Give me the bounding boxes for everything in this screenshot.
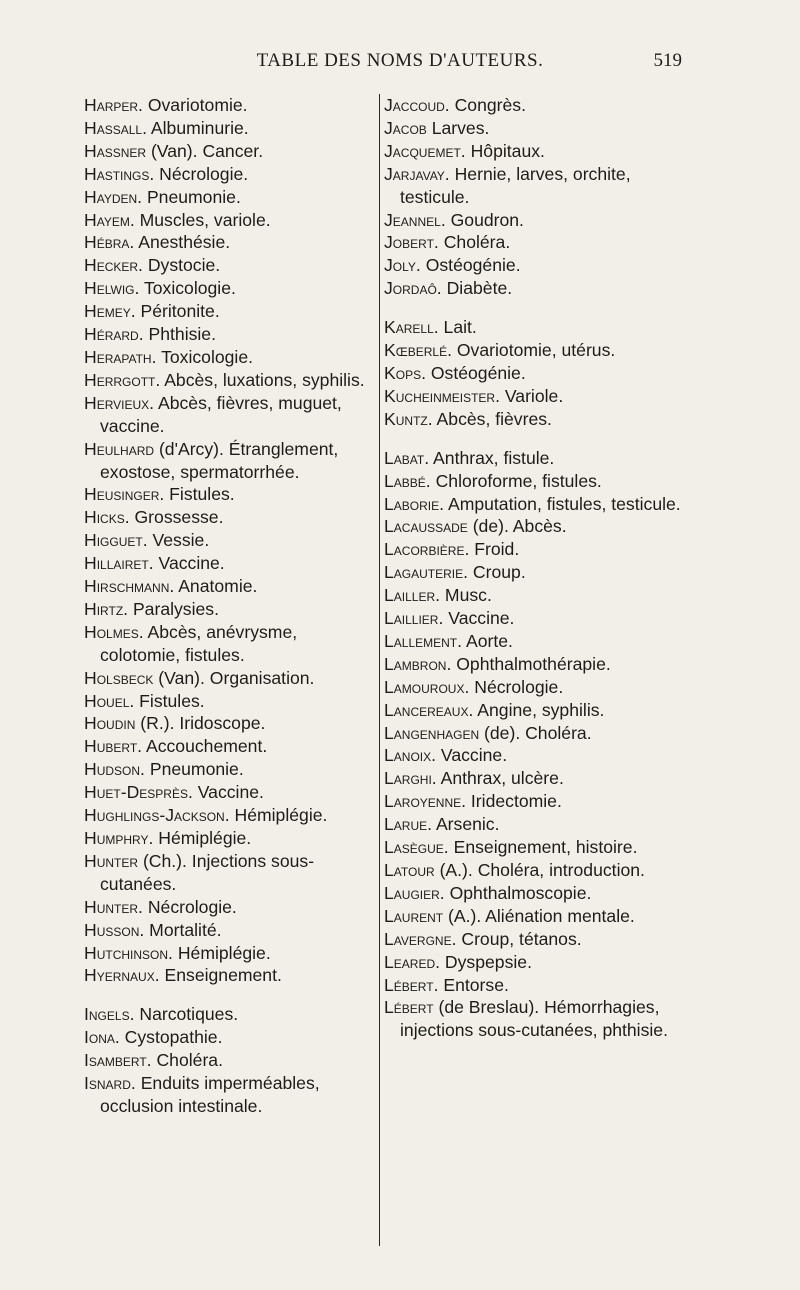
index-entry bbox=[384, 140, 684, 163]
author-name: Hérard. bbox=[84, 324, 144, 345]
entry-topics: Abcès, fièvres, muguet, vaccine. bbox=[100, 392, 342, 436]
author-name: Labat. bbox=[384, 447, 430, 468]
entry-topics: Croup, tétanos. bbox=[461, 928, 582, 949]
index-entry bbox=[384, 722, 684, 745]
index-entry bbox=[384, 408, 684, 431]
author-name: Hervieux. bbox=[84, 392, 155, 413]
entry-topics: Croup. bbox=[472, 562, 526, 583]
index-entry bbox=[84, 300, 376, 323]
index-entry bbox=[84, 94, 376, 117]
entry-topics: Abcès, anévrysme, colotomie, fistules. bbox=[100, 621, 298, 665]
author-name: Hassall. bbox=[84, 117, 147, 138]
author-name: Lambron. bbox=[384, 653, 452, 674]
running-title: TABLE DES NOMS D'AUTEURS. bbox=[256, 50, 544, 71]
index-entry bbox=[384, 470, 684, 493]
author-name: Heulhard bbox=[84, 438, 155, 459]
entry-topics: Mortalité. bbox=[149, 919, 222, 940]
index-entry bbox=[84, 1049, 376, 1072]
author-name: Lébert. bbox=[384, 974, 439, 995]
entry-topics: Fistules. bbox=[169, 484, 235, 505]
author-name: Jacob bbox=[384, 117, 427, 138]
index-entry bbox=[384, 515, 684, 538]
entry-topics: (d'Arcy). Étranglement, exostose, spermatorrhée. bbox=[100, 438, 339, 482]
entry-topics: Dyspepsie. bbox=[444, 951, 532, 972]
index-entry bbox=[384, 117, 684, 140]
author-name: Huet-Desprès. bbox=[84, 782, 193, 803]
entry-topics: (R.). Iridoscope. bbox=[140, 713, 266, 734]
index-entry bbox=[84, 529, 376, 552]
author-name: Hassner bbox=[84, 140, 147, 161]
author-name: Hudson. bbox=[84, 759, 145, 780]
index-entry bbox=[84, 1072, 376, 1118]
author-name: Higguet. bbox=[84, 530, 148, 551]
index-entry bbox=[384, 385, 684, 408]
entry-topics: Ovariotomie, utérus. bbox=[456, 340, 616, 361]
entry-topics: Nécrologie. bbox=[474, 676, 564, 697]
index-entry bbox=[384, 813, 684, 836]
author-name: Hubert. bbox=[84, 736, 143, 757]
entry-topics: Enduits imperméables, occlusion intestinale. bbox=[100, 1073, 320, 1116]
author-name: Lacaussade bbox=[384, 516, 468, 537]
author-name: Hirtz. bbox=[84, 598, 129, 619]
index-entry bbox=[84, 804, 376, 827]
left-column bbox=[84, 94, 376, 1118]
entry-topics: Toxicologie. bbox=[161, 346, 254, 367]
author-name: Laborie. bbox=[384, 493, 445, 514]
entry-topics: Goudron. bbox=[450, 209, 524, 230]
entry-topics: (A.). Aliénation mentale. bbox=[448, 905, 635, 926]
entry-topics: Ophthalmothérapie. bbox=[456, 653, 611, 674]
entry-topics: Vaccine. bbox=[440, 745, 508, 766]
entry-topics: Abcès, fièvres. bbox=[436, 408, 552, 429]
index-entry bbox=[84, 163, 376, 186]
index-entry bbox=[384, 538, 684, 561]
index-entry bbox=[84, 346, 376, 369]
index-entry bbox=[84, 231, 376, 254]
index-entry bbox=[84, 117, 376, 140]
author-name: Holmes. bbox=[84, 621, 144, 642]
entry-topics: Ostéogénie. bbox=[425, 255, 521, 276]
index-entry bbox=[384, 767, 684, 790]
index-entry bbox=[84, 1003, 376, 1026]
author-name: Larghi. bbox=[384, 768, 437, 789]
index-entry bbox=[384, 339, 684, 362]
author-name: Jaccoud. bbox=[384, 95, 450, 115]
author-name: Joly. bbox=[384, 255, 421, 276]
author-name: Kops. bbox=[384, 362, 426, 383]
entry-topics: Amputation, fistules, testicule. bbox=[447, 493, 681, 514]
index-entry bbox=[384, 561, 684, 584]
entry-topics: Larves. bbox=[431, 117, 490, 138]
author-name: Jacquemet. bbox=[384, 140, 466, 161]
index-entry bbox=[384, 744, 684, 767]
index-entry bbox=[84, 1026, 376, 1049]
author-name: Jobert. bbox=[384, 232, 439, 253]
author-name: Harper. bbox=[84, 95, 143, 115]
entry-topics: Congrès. bbox=[454, 95, 526, 115]
index-entry bbox=[84, 575, 376, 598]
index-entry bbox=[84, 483, 376, 506]
author-name: Lallement. bbox=[384, 630, 463, 651]
entry-topics: Vessie. bbox=[152, 530, 210, 551]
entry-topics: Vaccine. bbox=[197, 782, 264, 803]
entry-topics: Anthrax, ulcère. bbox=[440, 768, 564, 789]
author-name: Latour bbox=[384, 860, 435, 880]
entry-topics: Cystopathie. bbox=[124, 1027, 223, 1048]
author-name: Jordaô. bbox=[384, 278, 442, 299]
index-entry bbox=[84, 369, 376, 392]
index-entry bbox=[384, 974, 684, 997]
entry-topics: Abcès, luxations, syphilis. bbox=[164, 369, 365, 390]
index-entry bbox=[384, 790, 684, 813]
author-name: Laugier. bbox=[384, 882, 445, 903]
index-entry bbox=[84, 506, 376, 529]
entry-topics: Vaccine. bbox=[158, 553, 225, 574]
index-entry bbox=[384, 996, 684, 1042]
entry-topics: Iridectomie. bbox=[470, 791, 562, 812]
index-entry bbox=[384, 94, 684, 117]
entry-topics: Pneumonie. bbox=[146, 186, 241, 207]
entry-topics: Hernie, larves, orchite, testicule. bbox=[400, 163, 631, 207]
entry-topics: Enseignement. bbox=[164, 965, 282, 986]
index-entry bbox=[84, 209, 376, 232]
author-name: Kuntz. bbox=[384, 408, 433, 429]
author-name: Hayem. bbox=[84, 209, 135, 230]
author-name: Hyernaux. bbox=[84, 965, 160, 986]
entry-topics: Variole. bbox=[504, 385, 564, 406]
author-name: Lasègue. bbox=[384, 837, 449, 858]
index-entry bbox=[384, 447, 684, 470]
index-entry bbox=[84, 827, 376, 850]
author-name: Hébra. bbox=[84, 232, 135, 253]
entry-topics: (Van). Organisation. bbox=[158, 667, 315, 688]
index-entry bbox=[384, 859, 684, 882]
author-name: Ingels. bbox=[84, 1004, 135, 1025]
author-name: Isambert. bbox=[84, 1050, 152, 1071]
entry-topics: Anatomie. bbox=[178, 576, 258, 597]
author-name: Hastings. bbox=[84, 163, 155, 184]
entry-topics: Ostéogénie. bbox=[430, 362, 526, 383]
index-entry bbox=[84, 896, 376, 919]
entry-topics: Lait. bbox=[443, 317, 477, 338]
author-name: Laroyenne. bbox=[384, 791, 467, 812]
author-name: Iona. bbox=[84, 1027, 120, 1048]
index-entry bbox=[84, 552, 376, 575]
author-name: Hillairet. bbox=[84, 553, 154, 574]
index-entry bbox=[84, 712, 376, 735]
author-name: Leared. bbox=[384, 951, 441, 972]
entry-topics: Accouchement. bbox=[145, 736, 268, 757]
index-entry bbox=[84, 277, 376, 300]
entry-topics: Ovariotomie. bbox=[147, 95, 248, 115]
author-name: Hunter bbox=[84, 850, 139, 871]
entry-topics: Entorse. bbox=[443, 974, 509, 995]
index-entry bbox=[384, 836, 684, 859]
index-entry bbox=[384, 676, 684, 699]
entry-topics: Grossesse. bbox=[134, 507, 224, 528]
index-entry bbox=[384, 584, 684, 607]
entry-topics: Dystocie. bbox=[147, 255, 221, 276]
author-name: Houdin bbox=[84, 713, 136, 734]
index-entry bbox=[84, 621, 376, 667]
index-entry bbox=[384, 653, 684, 676]
entry-topics: Anesthésie. bbox=[138, 232, 231, 253]
entry-topics: (de). Choléra. bbox=[484, 722, 592, 743]
index-entry bbox=[384, 163, 684, 209]
entry-topics: Narcotiques. bbox=[139, 1004, 239, 1025]
entry-topics: Angine, syphilis. bbox=[477, 699, 605, 720]
author-name: Holsbeck bbox=[84, 667, 154, 688]
author-name: Isnard. bbox=[84, 1073, 136, 1094]
author-name: Hecker. bbox=[84, 255, 143, 276]
author-name: Jeannel. bbox=[384, 209, 446, 230]
author-name: Laurent bbox=[384, 905, 444, 926]
entry-topics: (de). Abcès. bbox=[472, 516, 567, 537]
entry-topics: Aorte. bbox=[465, 630, 513, 651]
entry-topics: Paralysies. bbox=[132, 598, 219, 619]
author-name: Lanoix. bbox=[384, 745, 437, 766]
author-name: Hirschmann. bbox=[84, 576, 175, 597]
author-name: Herapath. bbox=[84, 346, 157, 367]
entry-topics: Froid. bbox=[474, 539, 520, 560]
entry-topics: Toxicologie. bbox=[143, 278, 236, 299]
index-entry bbox=[84, 438, 376, 484]
entry-topics: Hémiplégie. bbox=[177, 942, 271, 963]
entry-topics: Diabète. bbox=[446, 278, 513, 299]
entry-topics: Vaccine. bbox=[448, 608, 515, 629]
entry-topics: Arsenic. bbox=[435, 814, 500, 835]
entry-topics: Enseignement, histoire. bbox=[453, 837, 638, 858]
index-entry bbox=[384, 362, 684, 385]
author-name: Lagauterie. bbox=[384, 562, 469, 583]
index-entry bbox=[384, 607, 684, 630]
entry-topics: Nécrologie. bbox=[147, 896, 237, 917]
author-name: Humphry. bbox=[84, 828, 154, 848]
index-entry bbox=[384, 316, 684, 339]
author-name: Houel. bbox=[84, 690, 135, 711]
entry-topics: Chloroforme, fistules. bbox=[435, 470, 602, 491]
index-entry bbox=[84, 919, 376, 942]
entry-topics: Choléra. bbox=[443, 232, 511, 253]
entry-topics: (Ch.). Injections sous-cutanées. bbox=[100, 850, 315, 894]
index-entry bbox=[384, 254, 684, 277]
entry-topics: Pneumonie. bbox=[149, 759, 244, 780]
entry-topics: Choléra. bbox=[156, 1050, 223, 1071]
entry-topics: Albuminurie. bbox=[150, 117, 249, 138]
entry-topics: Phthisie. bbox=[148, 324, 216, 345]
author-name: Laillier. bbox=[384, 608, 444, 629]
author-name: Lébert bbox=[384, 997, 434, 1018]
index-entry bbox=[84, 392, 376, 438]
author-name: Jarjavay. bbox=[384, 163, 450, 184]
entry-topics: Muscles, variole. bbox=[139, 209, 271, 230]
author-name: Hayden. bbox=[84, 186, 143, 207]
author-name: Herrgott. bbox=[84, 369, 161, 390]
index-entry bbox=[84, 140, 376, 163]
entry-topics: Fistules. bbox=[139, 690, 205, 711]
index-entry bbox=[384, 951, 684, 974]
entry-topics: (A.). Choléra, introduction. bbox=[439, 860, 645, 880]
page-header bbox=[0, 50, 800, 84]
author-name: Lancereaux. bbox=[384, 699, 474, 720]
index-entry bbox=[384, 630, 684, 653]
author-name: Kucheinmeister. bbox=[384, 385, 500, 406]
index-entry bbox=[84, 690, 376, 713]
author-name: Hicks. bbox=[84, 507, 130, 528]
entry-topics: Nécrologie. bbox=[159, 163, 249, 184]
index-entry bbox=[384, 928, 684, 951]
index-entry bbox=[84, 667, 376, 690]
index-entry bbox=[84, 254, 376, 277]
index-entry bbox=[384, 882, 684, 905]
author-name: Hemey. bbox=[84, 301, 136, 322]
index-entry bbox=[84, 735, 376, 758]
author-name: Labbé. bbox=[384, 470, 431, 491]
author-name: Helwig. bbox=[84, 278, 140, 299]
entry-topics: Hémiplégie. bbox=[234, 805, 328, 826]
column-divider bbox=[379, 94, 380, 1246]
author-name: Hughlings-Jackson. bbox=[84, 805, 230, 826]
index-entry bbox=[84, 323, 376, 346]
index-entry bbox=[84, 942, 376, 965]
author-name: Hunter. bbox=[84, 896, 143, 917]
author-name: Langenhagen bbox=[384, 722, 480, 743]
entry-topics: Anthrax, fistule. bbox=[433, 447, 555, 468]
author-name: Lavergne. bbox=[384, 928, 457, 949]
index-entry bbox=[84, 964, 376, 987]
author-name: Lailler. bbox=[384, 585, 441, 606]
author-name: Larue. bbox=[384, 814, 433, 835]
page-number: 519 bbox=[653, 50, 682, 71]
author-name: Lacorbière. bbox=[384, 539, 470, 560]
index-entry bbox=[384, 493, 684, 516]
index-entry bbox=[84, 186, 376, 209]
entry-topics: (de Breslau). Hémorrhagies, injections sous-cutanées, phthisie. bbox=[400, 997, 668, 1041]
index-entry bbox=[384, 231, 684, 254]
index-entry bbox=[384, 905, 684, 928]
author-name: Karell. bbox=[384, 317, 439, 338]
entry-topics: Hôpitaux. bbox=[470, 140, 545, 161]
entry-topics: Ophthalmoscopie. bbox=[449, 882, 592, 903]
index-entry bbox=[384, 209, 684, 232]
index-entry bbox=[84, 781, 376, 804]
author-name: Hutchinson. bbox=[84, 942, 173, 963]
index-entry bbox=[84, 758, 376, 781]
index-entry bbox=[84, 850, 376, 896]
author-name: Husson. bbox=[84, 919, 145, 940]
entry-topics: (Van). Cancer. bbox=[150, 140, 264, 161]
index-entry bbox=[384, 277, 684, 300]
entry-topics: Hémiplégie. bbox=[158, 828, 252, 848]
author-name: Heusinger. bbox=[84, 484, 165, 505]
index-entry bbox=[84, 598, 376, 621]
index-entry bbox=[384, 699, 684, 722]
entry-topics: Péritonite. bbox=[140, 301, 220, 322]
entry-topics: Musc. bbox=[444, 585, 492, 606]
author-name: Lamouroux. bbox=[384, 676, 470, 697]
right-column bbox=[384, 94, 684, 1042]
author-name: Kœberlé. bbox=[384, 340, 452, 361]
